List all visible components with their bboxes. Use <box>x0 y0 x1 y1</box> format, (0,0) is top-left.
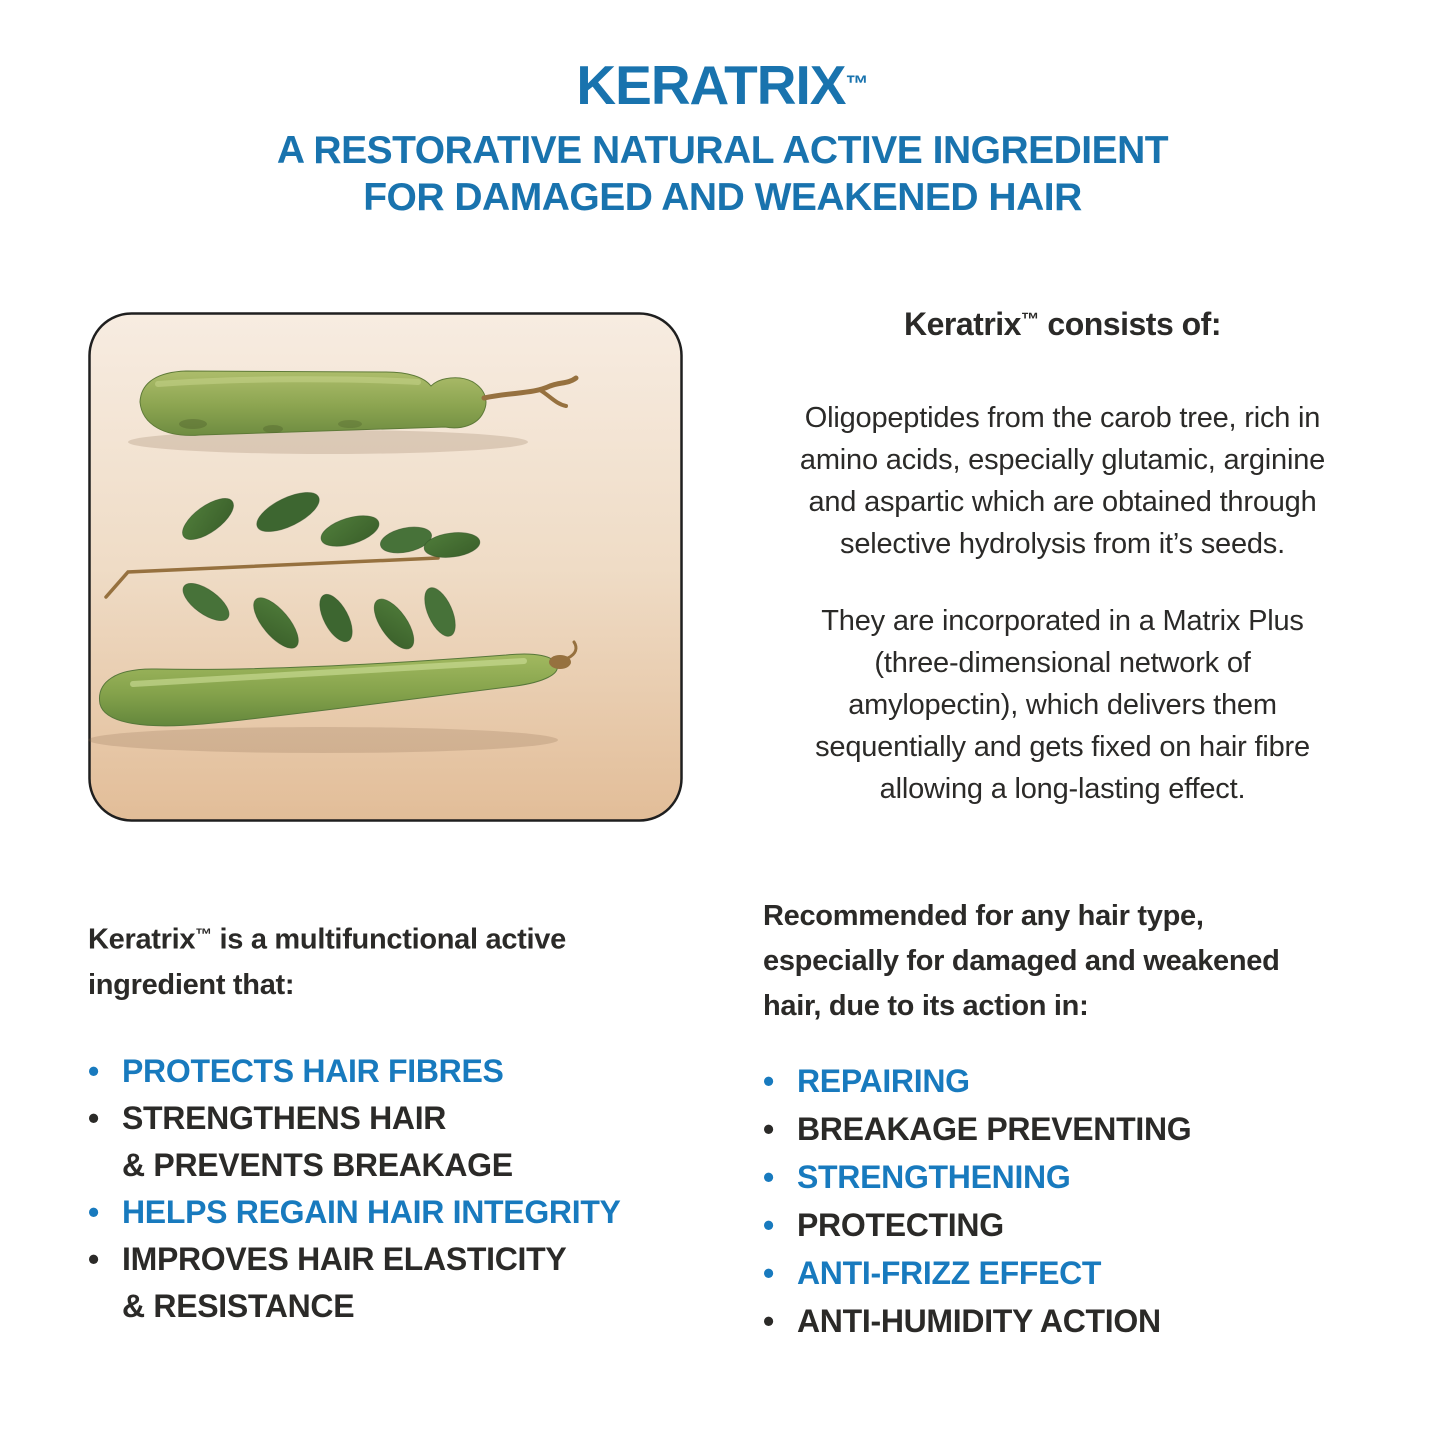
paragraph-line: Oligopeptides from the carob tree, rich in <box>804 402 1321 434</box>
bullet-dot-icon: • <box>88 1241 99 1278</box>
carob-photo-illustration <box>88 312 683 822</box>
paragraph-line: allowing a long-lasting effect. <box>879 773 1246 805</box>
trademark-symbol: ™ <box>195 925 212 944</box>
paragraph-line: amylopectin), which delivers them <box>848 689 1277 721</box>
heading-line: Recommended for any hair type, <box>763 900 1204 932</box>
subtitle-line: A RESTORATIVE NATURAL ACTIVE INGREDIENT <box>276 129 1169 173</box>
heading-line: ingredient that: <box>88 969 295 1002</box>
action-label: ANTI-FRIZZ EFFECT <box>797 1255 1102 1291</box>
action-label: ANTI-HUMIDITY ACTION <box>797 1303 1161 1339</box>
action-item <box>763 1057 1423 1105</box>
consists-paragraph-1 <box>725 397 1400 565</box>
heading-rest: is a multifunctional active <box>211 923 566 956</box>
paragraph-line: and aspartic which are obtained through <box>808 486 1317 518</box>
benefit-item <box>88 1095 728 1189</box>
pod-shadow <box>88 727 558 753</box>
page-title <box>0 56 1445 115</box>
bullet-dot-icon: • <box>763 1063 774 1099</box>
recommended-heading <box>763 894 1423 1029</box>
bullet-dot-icon: • <box>763 1111 774 1147</box>
paragraph-line: amino acids, especially glutamic, arginine <box>799 444 1326 476</box>
benefit-label: IMPROVES HAIR ELASTICITY & RESISTANCE <box>122 1241 567 1325</box>
action-list <box>763 1057 1423 1345</box>
consists-section <box>725 306 1400 810</box>
trademark-symbol: ™ <box>845 70 869 97</box>
multifunctional-section <box>88 912 728 1330</box>
paragraph-line: sequentially and gets fixed on hair fibre <box>815 731 1310 763</box>
benefit-item <box>88 1048 728 1095</box>
action-item <box>763 1153 1423 1201</box>
page-subtitle <box>0 127 1445 221</box>
benefit-item <box>88 1236 728 1330</box>
multifunctional-heading <box>88 912 728 1008</box>
trademark-symbol: ™ <box>1020 308 1040 330</box>
action-item <box>763 1201 1423 1249</box>
benefit-item <box>88 1189 728 1236</box>
heading-line: especially for damaged and weakened <box>763 945 1280 977</box>
header <box>0 56 1445 221</box>
benefit-list <box>88 1048 728 1330</box>
action-item <box>763 1105 1423 1153</box>
subtitle-line: FOR DAMAGED AND WEAKENED HAIR <box>363 176 1082 220</box>
heading-line <box>88 912 728 962</box>
action-label: STRENGTHENING <box>797 1159 1071 1195</box>
brand-name: KERATRIX <box>576 54 846 116</box>
paragraph-line: (three-dimensional network of <box>874 647 1251 679</box>
pod-spot <box>338 420 362 428</box>
brand-name: Keratrix <box>88 923 196 956</box>
heading-line: hair, due to its action in: <box>763 990 1089 1022</box>
action-label: BREAKAGE PREVENTING <box>797 1111 1192 1147</box>
brand-name: Keratrix <box>904 306 1021 342</box>
carob-photo <box>88 312 683 822</box>
bullet-dot-icon: • <box>88 1053 99 1090</box>
bullet-dot-icon: • <box>763 1303 774 1339</box>
bullet-dot-icon: • <box>763 1207 774 1243</box>
bullet-dot-icon: • <box>763 1255 774 1291</box>
pod-spot <box>263 425 283 433</box>
bullet-dot-icon: • <box>763 1159 774 1195</box>
action-item <box>763 1249 1423 1297</box>
action-label: PROTECTING <box>797 1207 1004 1243</box>
paragraph-line: selective hydrolysis from it’s seeds. <box>840 528 1285 560</box>
bullet-dot-icon: • <box>88 1100 99 1137</box>
pod-spot <box>179 419 207 429</box>
consists-paragraph-2 <box>725 600 1400 810</box>
action-label: REPAIRING <box>797 1063 970 1099</box>
benefit-label: HELPS REGAIN HAIR INTEGRITY <box>122 1194 621 1231</box>
consists-heading <box>725 306 1400 343</box>
paragraph-line: They are incorporated in a Matrix Plus <box>821 605 1304 637</box>
recommended-section <box>763 894 1423 1345</box>
action-item <box>763 1297 1423 1345</box>
benefit-label: STRENGTHENS HAIR & PREVENTS BREAKAGE <box>122 1100 513 1184</box>
consists-heading-rest: consists of: <box>1039 306 1221 342</box>
benefit-label: PROTECTS HAIR FIBRES <box>122 1053 504 1090</box>
bullet-dot-icon: • <box>88 1194 99 1231</box>
